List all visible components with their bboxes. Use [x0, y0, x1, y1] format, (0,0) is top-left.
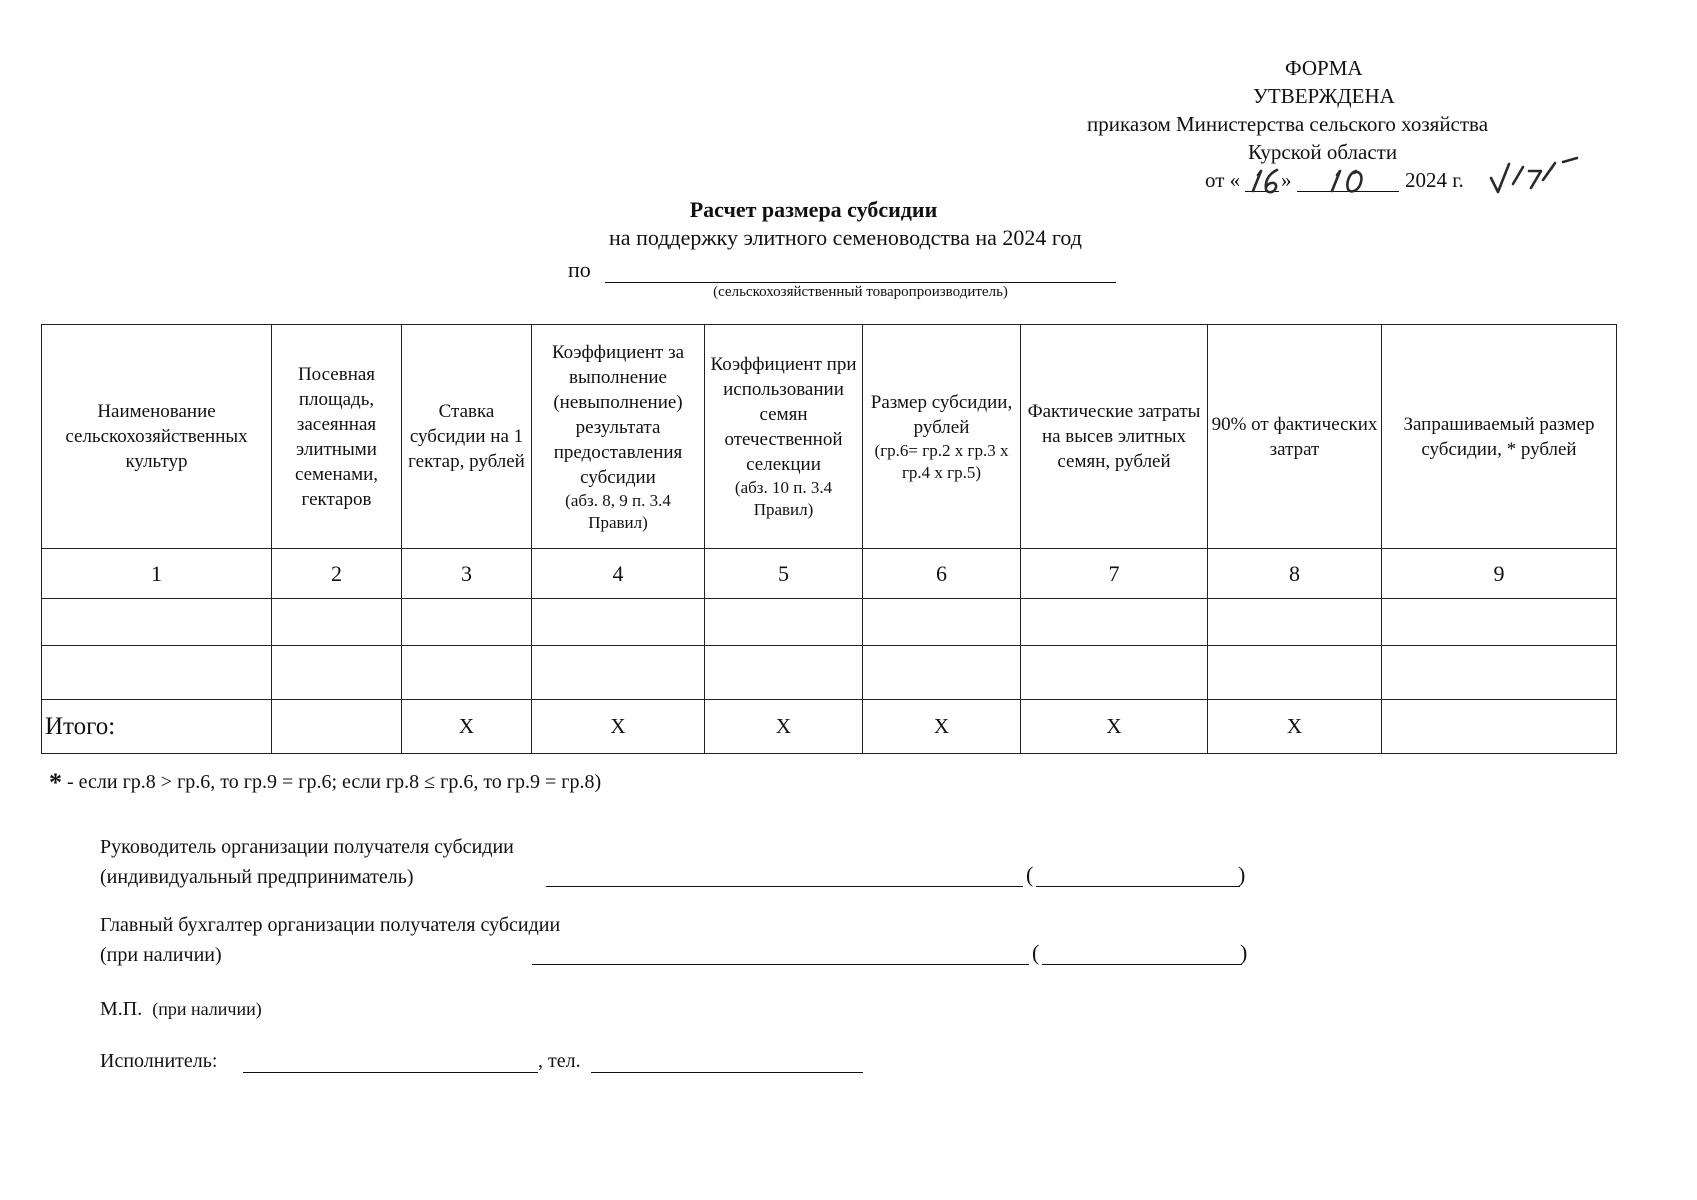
accountant-signature-field[interactable]: [532, 964, 1029, 965]
head-signature-label: Руководитель организации получателя субсидии: [100, 836, 514, 858]
column-number: 7: [1021, 549, 1208, 599]
head-name-open-paren: (: [1026, 862, 1034, 887]
table-cell[interactable]: [1021, 599, 1208, 646]
recipient-label: по: [568, 257, 591, 282]
header-actual-costs: Фактические затраты на высев элитных семян, рублей: [1021, 325, 1208, 549]
table-cell[interactable]: [1021, 646, 1208, 700]
approval-region-line: Курской области: [1248, 140, 1398, 164]
accountant-name-field[interactable]: [1042, 964, 1242, 965]
phone-label: , тел.: [538, 1050, 581, 1072]
table-cell[interactable]: [863, 646, 1021, 700]
header-crop-name: Наименование сельскохозяйственных культур: [42, 325, 272, 549]
total-cell-crossed: Х: [532, 700, 705, 754]
document-subtitle: на поддержку элитного семеноводства на 2024 год: [609, 225, 1082, 250]
column-number: 5: [705, 549, 863, 599]
column-number: 8: [1208, 549, 1382, 599]
handwritten-order-number: [1487, 154, 1587, 198]
table-cell[interactable]: [532, 646, 705, 700]
total-cell-crossed: Х: [705, 700, 863, 754]
head-name-close-paren: ): [1238, 862, 1246, 887]
accountant-name-close-paren: ): [1240, 940, 1248, 965]
recipient-caption: (сельскохозяйственный товаропроизводитель): [713, 284, 1008, 300]
total-row: [42, 700, 1617, 754]
header-domestic-seed-coefficient: Коэффициент при использовании семян отечественной селекции (абз. 10 п. 3.4 Правил): [705, 325, 863, 549]
column-number-row: [42, 549, 1617, 599]
total-cell-crossed: Х: [863, 700, 1021, 754]
subsidy-table: [41, 324, 1617, 754]
phone-field[interactable]: [591, 1072, 863, 1073]
document-title: Расчет размера субсидии: [689, 197, 938, 222]
table-cell[interactable]: [42, 646, 272, 700]
table-cell[interactable]: [1382, 599, 1617, 646]
table-cell[interactable]: [272, 599, 402, 646]
head-name-field[interactable]: [1036, 886, 1240, 887]
accountant-signature-sublabel: (при наличии): [100, 944, 222, 966]
head-signature-sublabel: (индивидуальный предприниматель): [100, 866, 414, 888]
handwritten-day: [1249, 166, 1283, 196]
table-cell[interactable]: [42, 599, 272, 646]
header-rate-per-hectare: Ставка субсидии на 1 гектар, рублей: [402, 325, 532, 549]
stamp-place-label: М.П.: [100, 998, 143, 1020]
order-from-label: от «: [1205, 168, 1241, 192]
table-header-row: [42, 325, 1617, 549]
table-cell[interactable]: [705, 599, 863, 646]
order-close-quote: »: [1281, 168, 1292, 192]
table-cell[interactable]: [1208, 599, 1382, 646]
approval-approved-label: УТВЕРЖДЕНА: [1253, 84, 1395, 108]
header-ninety-percent-costs: 90% от фактических затрат: [1208, 325, 1382, 549]
order-year-label: 2024 г.: [1405, 168, 1464, 192]
table-cell[interactable]: [272, 646, 402, 700]
total-cell-crossed: Х: [1208, 700, 1382, 754]
table-cell[interactable]: [1208, 646, 1382, 700]
handwritten-month: [1327, 166, 1371, 196]
table-row: [42, 646, 1617, 700]
total-cell-crossed: Х: [1021, 700, 1208, 754]
table-cell[interactable]: [402, 599, 532, 646]
column-number: 4: [532, 549, 705, 599]
accountant-name-open-paren: (: [1032, 940, 1040, 965]
column-number: 9: [1382, 549, 1617, 599]
column-number: 6: [863, 549, 1021, 599]
stamp-place-note: (при наличии): [152, 999, 262, 1019]
approval-form-label: ФОРМА: [1285, 56, 1363, 80]
table-cell[interactable]: [705, 646, 863, 700]
footnote-star: *: [49, 768, 62, 797]
executor-label: Исполнитель:: [100, 1050, 218, 1072]
header-requested-subsidy: Запрашиваемый размер субсидии, * рублей: [1382, 325, 1617, 549]
total-cell-crossed: Х: [402, 700, 532, 754]
column-number: 3: [402, 549, 532, 599]
total-requested-cell[interactable]: [1382, 700, 1617, 754]
header-sown-area: Посевная площадь, засеянная элитными семенами, гектаров: [272, 325, 402, 549]
head-signature-field[interactable]: [546, 886, 1023, 887]
footnote-text: - если гр.8 > гр.6, то гр.9 = гр.6; если гр.8 ≤ гр.6, то гр.9 = гр.8): [62, 771, 602, 793]
column-number: 2: [272, 549, 402, 599]
total-label: Итого:: [42, 700, 272, 754]
column-number: 1: [42, 549, 272, 599]
table-cell[interactable]: [1382, 646, 1617, 700]
recipient-field[interactable]: [605, 282, 1116, 283]
header-result-coefficient: Коэффициент за выполнение (невыполнение) результата предоставления субсидии (абз. 8, 9 п. 3.4 Правил): [532, 325, 705, 549]
executor-name-field[interactable]: [243, 1072, 538, 1073]
stamp-place: [100, 998, 262, 1021]
total-sown-area-cell[interactable]: [272, 700, 402, 754]
approval-order-line: [1205, 166, 1665, 198]
table-cell[interactable]: [532, 599, 705, 646]
table-row: [42, 599, 1617, 646]
table-cell[interactable]: [863, 599, 1021, 646]
table-cell[interactable]: [402, 646, 532, 700]
footnote: [49, 768, 601, 798]
accountant-signature-label: Главный бухгалтер организации получателя субсидии: [100, 914, 561, 936]
header-subsidy-amount: Размер субсидии, рублей (гр.6= гр.2 х гр.3 х гр.4 х гр.5): [863, 325, 1021, 549]
approval-ministry-line: приказом Министерства сельского хозяйства: [1087, 112, 1489, 136]
